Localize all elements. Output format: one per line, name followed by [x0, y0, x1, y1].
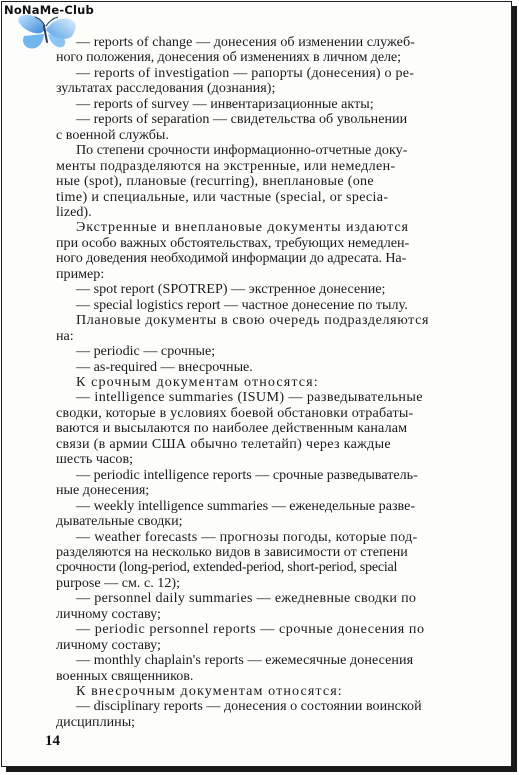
- text-line: — reports of survey — инвентаризационные акты;: [76, 95, 374, 112]
- watermark-text: NoNaMe-Club: [4, 3, 94, 17]
- text-line: — reports of change — донесения об изменении служеб-: [76, 34, 415, 50]
- text-line: с военной службы.: [56, 126, 169, 143]
- text-line: Экстренные и внеплановые документы издаются: [76, 219, 409, 236]
- text-line: дывательные сводки;: [56, 513, 183, 530]
- text-line: ные донесения;: [56, 482, 150, 499]
- text-line: К срочным документам относятся:: [76, 373, 319, 390]
- text-line: К внесрочным документам относятся:: [76, 683, 343, 700]
- text-line: — intelligence summaries (ISUM) — разведывательные: [76, 389, 423, 406]
- text-line: time) и специальные, или частные (special, or specia-: [56, 188, 389, 205]
- text-line: при особо важных обстоятельствах, требующих немедлен-: [56, 234, 410, 251]
- text-line: — reports of separation — свидетельства об увольнении: [76, 111, 408, 128]
- text-line: личному составу;: [56, 636, 161, 653]
- text-line: менты подразделяются на экстренные, или немедлен-: [56, 157, 396, 174]
- text-line: Плановые документы в свою очередь подразделяются: [76, 312, 430, 329]
- text-line: — weekly intelligence summaries — еженедельные разве-: [76, 497, 416, 514]
- text-line: зультатах расследования (дознания);: [56, 80, 276, 97]
- text-line: — periodic — срочные;: [76, 343, 216, 360]
- text-line: ваются и высылаются по наиболее действенным каналам: [56, 420, 408, 437]
- text-line: связи (в армии США обычно телетайп) через каждые: [56, 435, 391, 452]
- text-line: на:: [56, 327, 74, 344]
- text-line: ного доведения необходимой информации до адресата. На-: [56, 250, 407, 267]
- text-line: — as-required — внесрочные.: [76, 358, 253, 375]
- text-line: разделяются на несколько видов в зависимости от степени: [56, 543, 408, 560]
- watermark: [2, 2, 132, 62]
- text-line: личному составу;: [56, 605, 161, 622]
- text-line: срочности (long-period, extended-period, short-period, special: [56, 559, 398, 576]
- text-line: По степени срочности информационно-отчетные доку-: [76, 142, 408, 159]
- text-line: — spot report (SPOTREP) — экстренное донесение;: [76, 281, 386, 298]
- text-line: lized).: [56, 203, 92, 220]
- text-line: пример:: [56, 265, 105, 282]
- text-line: сводки, которые в условиях боевой обстановки отрабаты-: [56, 404, 414, 421]
- document-page: [1, 1, 512, 767]
- text-line: — weather forecasts — прогнозы погоды, которые под-: [76, 528, 418, 545]
- text-line: — disciplinary reports — донесения о состоянии воинской: [76, 698, 422, 715]
- text-line: ного положения, донесения об изменениях в личном деле;: [56, 49, 401, 66]
- text-line: — periodic personnel reports — срочные донесения по: [76, 621, 425, 638]
- text-line: ные (spot), плановые (recurring), внеплановые (one: [56, 173, 374, 190]
- text-line: — special logistics report — частное донесение по тылу.: [76, 296, 408, 313]
- text-line: — personnel daily summaries — ежедневные сводки по: [76, 590, 417, 607]
- text-line: военных священников.: [56, 667, 194, 684]
- text-line: purpose — см. с. 12);: [56, 574, 180, 591]
- text-line: — periodic intelligence reports — срочные разведыватель-: [76, 466, 418, 483]
- text-line: шесть часов;: [56, 451, 134, 468]
- text-line: дисциплины;: [56, 713, 136, 730]
- text-line: — reports of investigation — рапорты (донесения) о ре-: [76, 64, 415, 81]
- page-text: [56, 35, 470, 730]
- page-number: 14: [45, 733, 60, 749]
- text-line: — monthly chaplain's reports — ежемесячные донесения: [76, 652, 414, 669]
